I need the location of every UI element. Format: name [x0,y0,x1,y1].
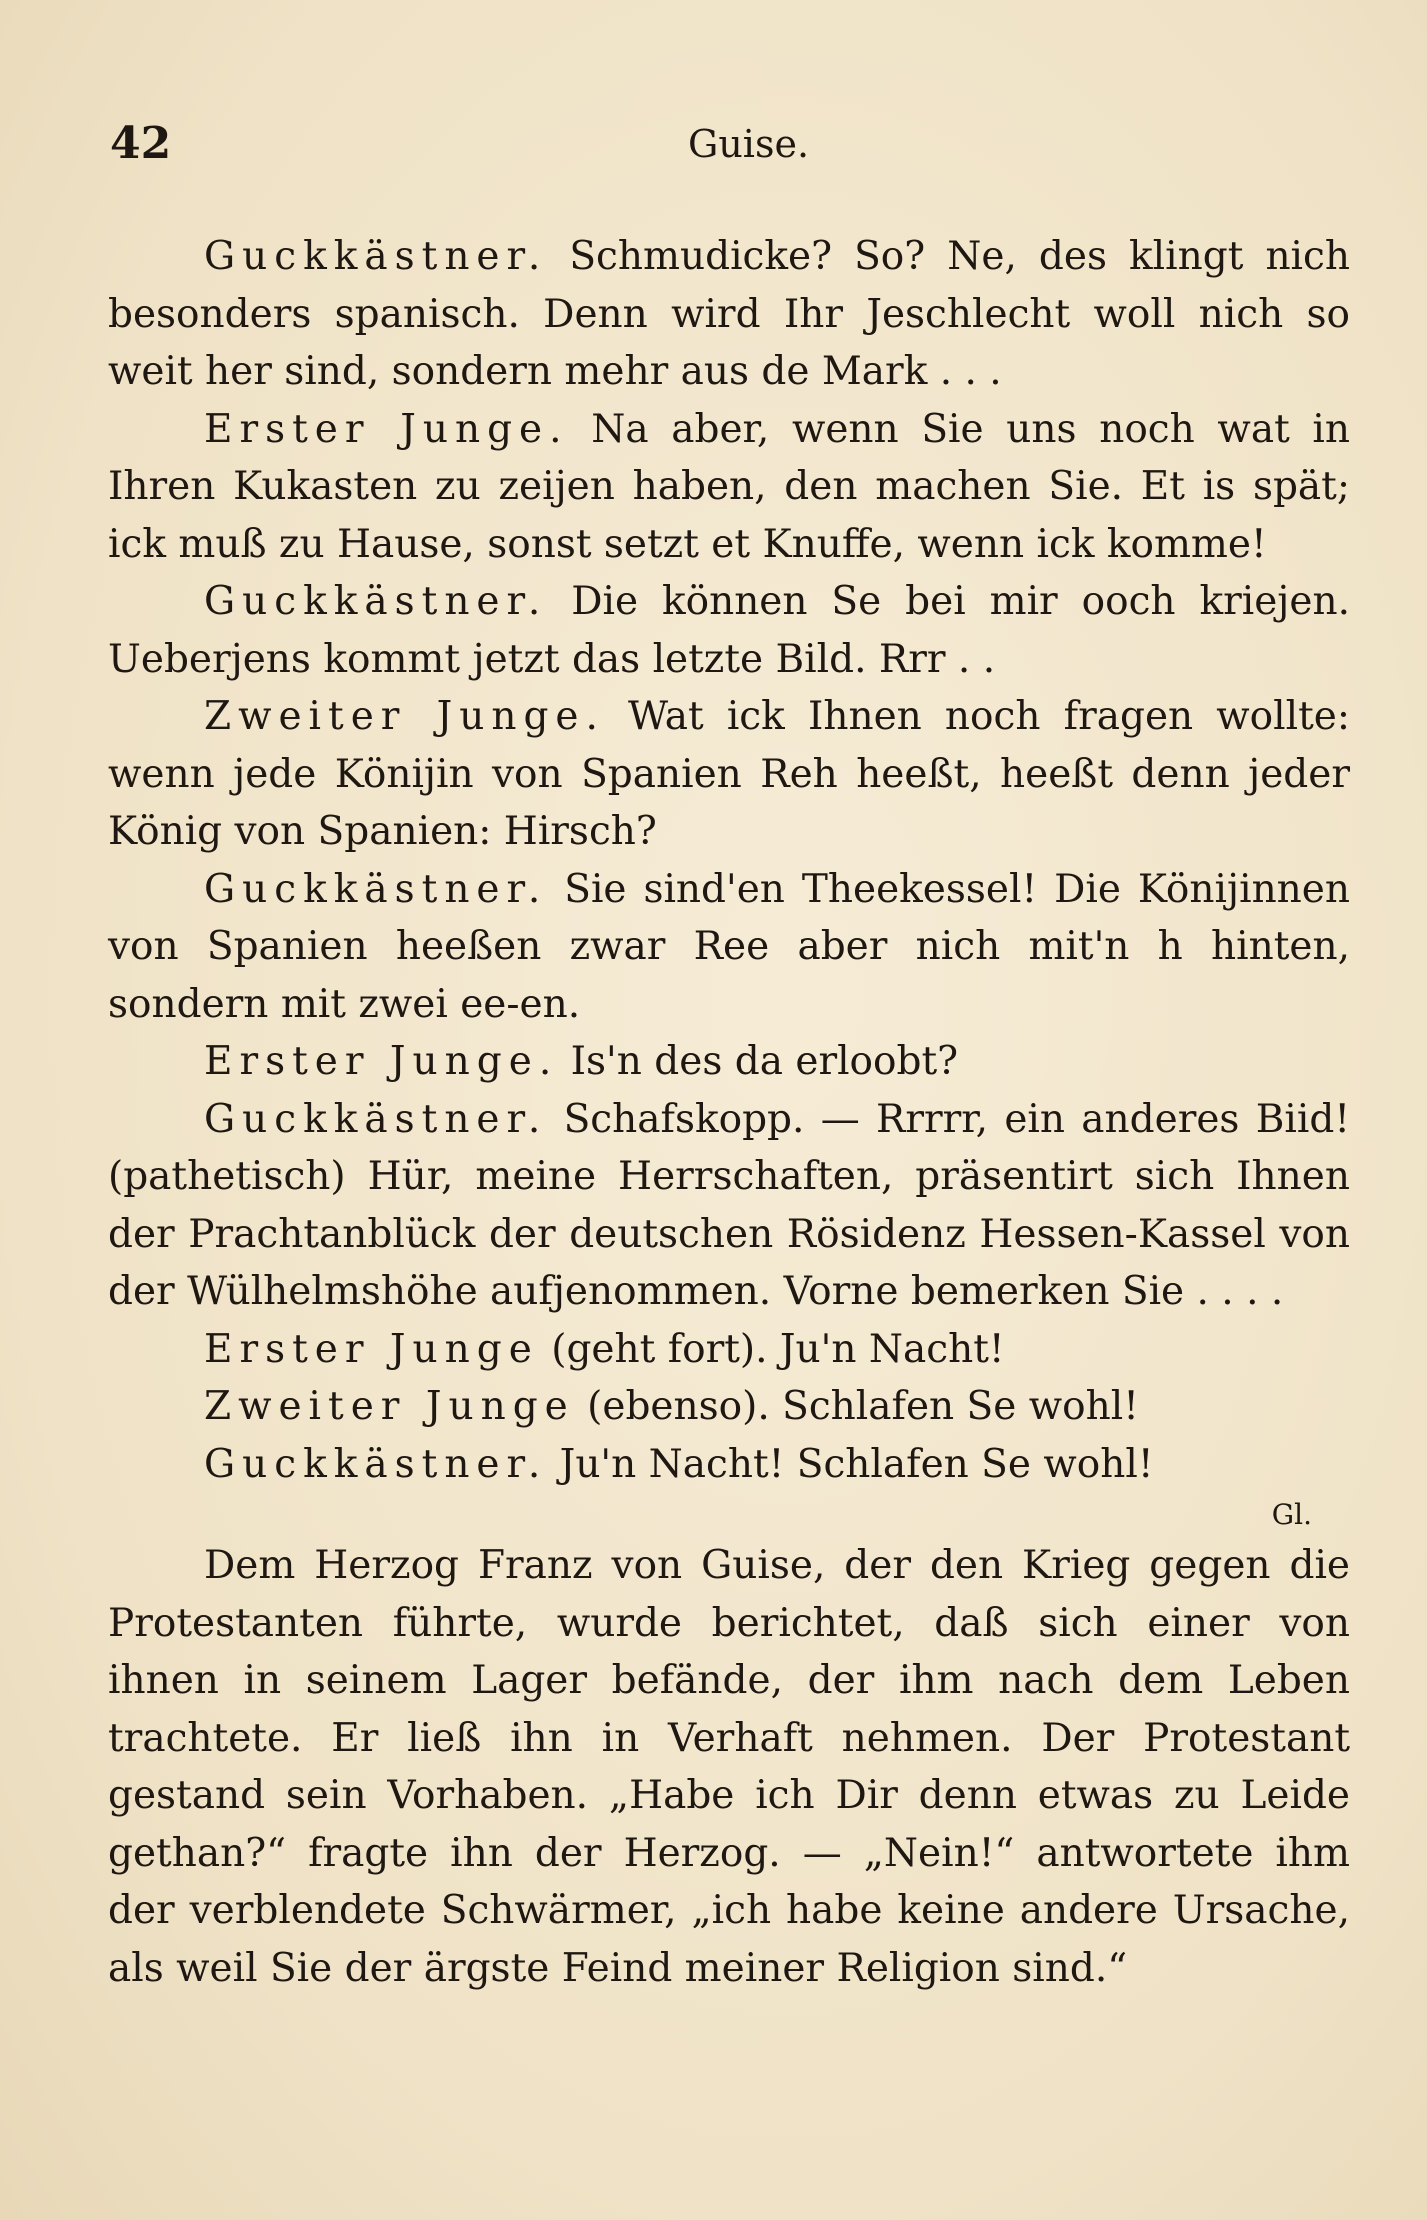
dialogue-section [108,228,1350,1493]
dialogue-text: Ju'n Nacht! Schlafen Se wohl! [547,1441,1154,1487]
dialogue-line [108,688,1350,861]
page-body [108,228,1350,1997]
dialogue-text: Schafskopp. — Rrrrr, ein anderes Biid! (pathetisch) Hür, meine Herrschaften, präsentirt sich Ihnen der Prachtanblück der deutschen Rösidenz Hessen-Kassel von der Wülhelmshöhe aufjenommen. Vorne bemerken Sie . . . . [108,1096,1350,1314]
anecdote-paragraph: Dem Herzog Franz von Guise, der den Krieg gegen die Protestanten führte, wurde berichtet, daß sich einer von ihnen in seinem Lager befände, der ihm nach dem Leben trachtete. Er ließ ihn in Verhaft nehmen. Der Protestant gestand sein Vorhaben. „Habe ich Dir denn etwas zu Leide gethan?“ fragte ihn der Herzog. — „Nein!“ antwortete ihm der verblendete Schwärmer, „ich habe keine andere Ursache, als weil Sie der ärgste Feind meiner Religion sind.“ [108,1543,1350,1991]
dialogue-line [108,228,1350,401]
speaker-name: Erster Junge. [204,406,569,452]
dialogue-line [108,1378,1350,1436]
speaker-name: Zweiter Junge [204,1384,575,1429]
dialogue-text: Wat ick Ihnen noch fragen wollte: wenn jede Könijin von Spanien Reh heeßt, heeßt denn jeder König von Spanien: Hirsch? [108,694,1350,854]
dialogue-line [108,1033,1350,1091]
page-number: 42 [110,118,172,169]
dialogue-line [108,401,1350,574]
page-header [108,118,1349,178]
speaker-name: Guckkästner. [204,234,548,279]
dialogue-text: Na aber, wenn Sie uns noch wat in Ihren Kukasten zu zeijen haben, den machen Sie. Et is spät; ick muß zu Hause, sonst setzt et Knuffe, wenn ick komme! [108,406,1351,567]
speaker-name: Guckkästner. [204,1441,548,1487]
speaker-name: Erster Junge [204,1326,539,1372]
speaker-name: Erster Junge. [204,1039,559,1084]
speaker-name: Guckkästner. [204,579,548,624]
dialogue-line [108,573,1350,688]
speaker-name: Guckkästner. [204,866,548,912]
dialogue-line [108,1091,1350,1321]
dialogue-line [108,1436,1350,1494]
dialogue-text: Is'n des da erloobt? [558,1039,959,1084]
dialogue-text: (ebenso). Schlafen Se wohl! [574,1384,1139,1429]
running-head: Guise. [687,122,810,166]
dialogue-text: Die können Se bei mir ooch kriejen. Ueberjens kommt jetzt das letzte Bild. Rrr . . [108,579,1350,682]
dialogue-text: (geht fort). Ju'n Nacht! [538,1326,1005,1372]
speaker-name: Guckkästner. [204,1096,548,1142]
dialogue-line [108,1321,1350,1379]
author-signature: Gl. [1271,1498,1312,1531]
dialogue-line [108,861,1350,1034]
dialogue-text: Sie sind'en Theekessel! Die Könijinnen von Spanien heeßen zwar Ree aber nich mit'n h hinten, sondern mit zwei ee-en. [108,866,1350,1027]
dialogue-text: Schmudicke? So? Ne, des klingt nich besonders spanisch. Denn wird Ihr Jeschlecht woll nich so weit her sind, sondern mehr aus de Mark . . . [108,234,1350,394]
speaker-name: Zweiter Junge. [204,694,605,739]
